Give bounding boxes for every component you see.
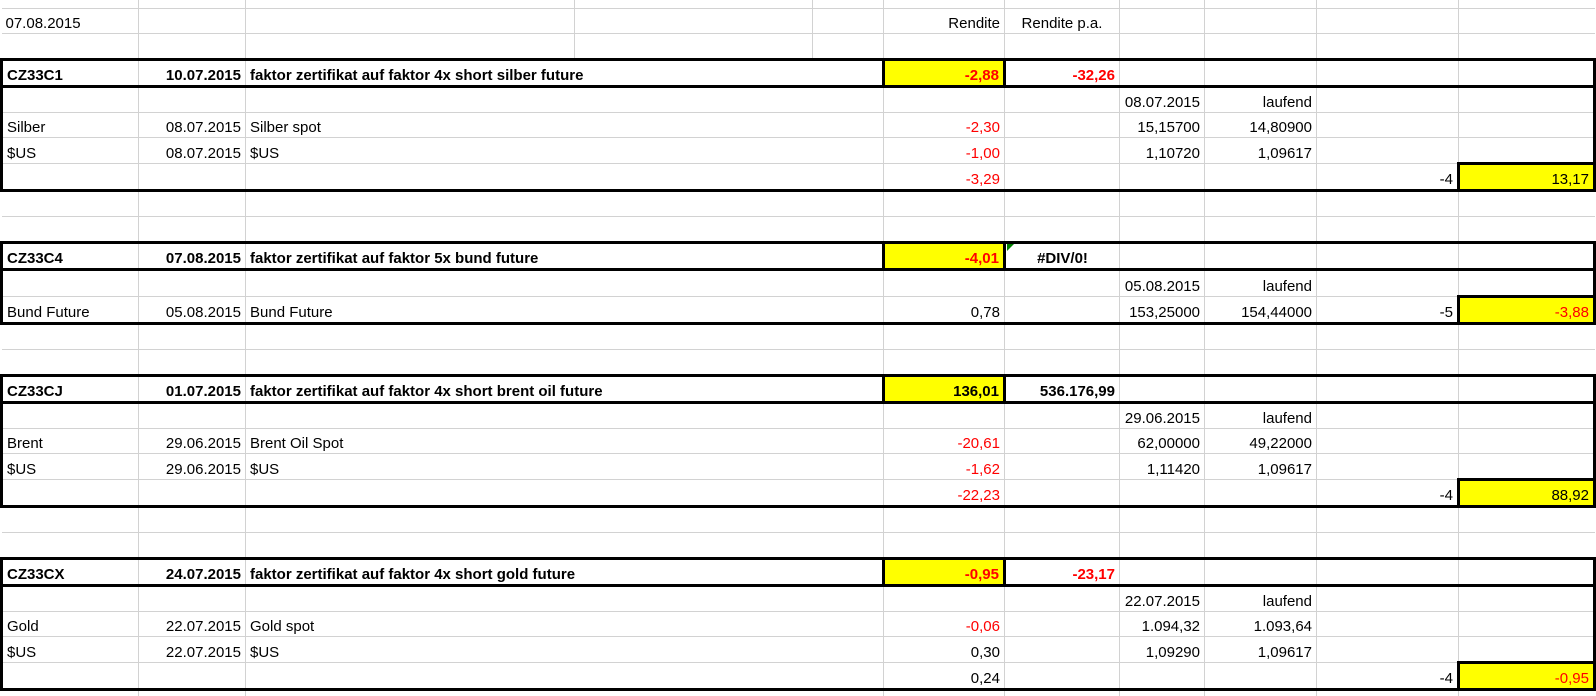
asset-start-cell[interactable]: 15,15700 — [1120, 113, 1205, 138]
cell[interactable] — [246, 663, 884, 690]
cell[interactable] — [246, 324, 884, 350]
cell[interactable] — [884, 191, 1005, 217]
asset-current-cell[interactable]: 154,44000 — [1205, 297, 1317, 324]
report-date-cell[interactable]: 07.08.2015 — [2, 9, 139, 34]
asset-start-cell[interactable]: 1,11420 — [1120, 454, 1205, 480]
cell[interactable] — [246, 586, 884, 612]
cell[interactable] — [1459, 507, 1595, 533]
asset-date-cell[interactable]: 08.07.2015 — [139, 113, 246, 138]
error-indicator-icon — [1007, 244, 1014, 251]
cell[interactable] — [1317, 403, 1459, 429]
asset-label-cell[interactable]: $US — [2, 454, 139, 480]
factor-cell[interactable]: -4 — [1317, 164, 1459, 191]
cell[interactable] — [2, 0, 139, 9]
cell[interactable] — [1205, 34, 1317, 60]
cell[interactable] — [575, 9, 813, 34]
cell[interactable] — [1317, 191, 1459, 217]
cert-date-cell[interactable]: 07.08.2015 — [139, 243, 246, 270]
asset-date-cell[interactable]: 08.07.2015 — [139, 138, 246, 164]
cell[interactable] — [1120, 324, 1205, 350]
cell[interactable] — [246, 270, 884, 297]
cell[interactable] — [1205, 559, 1317, 586]
cert-title-cell[interactable]: faktor zertifikat auf faktor 5x bund future — [246, 243, 884, 270]
cell[interactable] — [1317, 690, 1459, 696]
cell[interactable] — [1005, 454, 1120, 480]
cell[interactable] — [1317, 243, 1459, 270]
rendite-value-cell[interactable]: -2,88 — [884, 60, 1005, 87]
cell[interactable] — [2, 663, 139, 690]
sum-cell[interactable]: -22,23 — [884, 480, 1005, 507]
cell[interactable] — [1205, 243, 1317, 270]
cell[interactable] — [884, 533, 1005, 559]
rendite-pa-value-cell[interactable]: 536.176,99 — [1005, 376, 1120, 403]
cell[interactable] — [2, 586, 139, 612]
cell[interactable] — [1459, 217, 1595, 243]
error-value: #DIV/0! — [1037, 250, 1088, 267]
cell[interactable] — [1459, 533, 1595, 559]
cell[interactable] — [884, 324, 1005, 350]
cell[interactable] — [1205, 164, 1317, 191]
cell[interactable] — [1120, 164, 1205, 191]
rendite-pa-header-cell[interactable]: Rendite p.a. — [1005, 9, 1120, 34]
result-cell[interactable]: 13,17 — [1459, 164, 1595, 191]
cell[interactable] — [139, 350, 246, 376]
cell[interactable] — [884, 403, 1005, 429]
cell[interactable] — [1317, 34, 1459, 60]
ref-date-cell[interactable]: 05.08.2015 — [1120, 270, 1205, 297]
cell[interactable] — [139, 0, 246, 9]
cell[interactable] — [1120, 243, 1205, 270]
cell[interactable] — [1205, 350, 1317, 376]
cell[interactable] — [139, 324, 246, 350]
cell[interactable] — [1005, 297, 1120, 324]
cell[interactable] — [1317, 270, 1459, 297]
cell[interactable] — [884, 34, 1005, 60]
asset-date-cell[interactable]: 29.06.2015 — [139, 454, 246, 480]
cell[interactable] — [139, 533, 246, 559]
asset-current-cell[interactable]: 1,09617 — [1205, 138, 1317, 164]
cell[interactable] — [884, 87, 1005, 113]
cell[interactable] — [1317, 454, 1459, 480]
cell[interactable] — [1317, 507, 1459, 533]
cell[interactable] — [884, 0, 1005, 9]
cell[interactable] — [1005, 324, 1120, 350]
cell[interactable] — [1459, 586, 1595, 612]
sum-cell[interactable]: -3,29 — [884, 164, 1005, 191]
asset-label-cell[interactable]: Brent — [2, 429, 139, 454]
asset-change-cell[interactable]: 0,30 — [884, 637, 1005, 663]
cell[interactable] — [884, 586, 1005, 612]
laufend-header-cell[interactable]: laufend — [1205, 270, 1317, 297]
cell[interactable] — [575, 34, 813, 60]
asset-desc-cell[interactable]: Gold spot — [246, 612, 884, 637]
cell[interactable] — [1005, 533, 1120, 559]
cell[interactable] — [1005, 164, 1120, 191]
cell[interactable] — [1205, 191, 1317, 217]
cell[interactable] — [2, 34, 139, 60]
cell[interactable] — [246, 34, 575, 60]
cell[interactable] — [1005, 350, 1120, 376]
cell[interactable] — [2, 480, 139, 507]
cell[interactable] — [246, 9, 575, 34]
cell[interactable] — [1459, 429, 1595, 454]
asset-current-cell[interactable]: 1.093,64 — [1205, 612, 1317, 637]
cell[interactable] — [1005, 480, 1120, 507]
cell[interactable] — [139, 87, 246, 113]
asset-current-cell[interactable]: 49,22000 — [1205, 429, 1317, 454]
cell[interactable] — [139, 270, 246, 297]
cell[interactable] — [2, 690, 139, 696]
cell[interactable] — [884, 690, 1005, 696]
ref-date-cell[interactable]: 22.07.2015 — [1120, 586, 1205, 612]
asset-change-cell[interactable]: -0,06 — [884, 612, 1005, 637]
ref-date-cell[interactable]: 08.07.2015 — [1120, 87, 1205, 113]
asset-start-cell[interactable]: 1.094,32 — [1120, 612, 1205, 637]
cell[interactable] — [1005, 87, 1120, 113]
cell[interactable] — [1459, 60, 1595, 87]
asset-date-cell[interactable]: 05.08.2015 — [139, 297, 246, 324]
cell[interactable] — [1205, 663, 1317, 690]
cell[interactable] — [1205, 9, 1317, 34]
cell[interactable] — [1205, 533, 1317, 559]
cert-title-cell[interactable]: faktor zertifikat auf faktor 4x short brent oil future — [246, 376, 884, 403]
cell[interactable] — [246, 217, 884, 243]
asset-label-cell[interactable]: Gold — [2, 612, 139, 637]
cell[interactable] — [139, 663, 246, 690]
cell[interactable] — [246, 507, 884, 533]
cell[interactable] — [1459, 138, 1595, 164]
cert-date-cell[interactable]: 24.07.2015 — [139, 559, 246, 586]
cell[interactable] — [1005, 429, 1120, 454]
cell[interactable] — [1459, 243, 1595, 270]
cell[interactable] — [575, 0, 813, 9]
cell[interactable] — [1120, 350, 1205, 376]
laufend-header-cell[interactable]: laufend — [1205, 87, 1317, 113]
cell[interactable] — [1120, 663, 1205, 690]
cell[interactable] — [246, 350, 884, 376]
asset-change-cell[interactable]: -1,62 — [884, 454, 1005, 480]
cert-code-cell[interactable]: CZ33C1 — [2, 60, 139, 87]
asset-label-cell[interactable]: Bund Future — [2, 297, 139, 324]
cell[interactable] — [1317, 559, 1459, 586]
factor-cell[interactable]: -4 — [1317, 663, 1459, 690]
cell[interactable] — [1120, 559, 1205, 586]
cell[interactable] — [1317, 113, 1459, 138]
cell[interactable] — [246, 533, 884, 559]
cell[interactable] — [813, 0, 884, 9]
cell[interactable] — [1005, 0, 1120, 9]
cell[interactable] — [1317, 138, 1459, 164]
cell[interactable] — [813, 34, 884, 60]
result-cell[interactable]: -3,88 — [1459, 297, 1595, 324]
asset-label-cell[interactable]: $US — [2, 637, 139, 663]
cell[interactable] — [1459, 454, 1595, 480]
asset-start-cell[interactable]: 62,00000 — [1120, 429, 1205, 454]
cell[interactable] — [884, 507, 1005, 533]
cell[interactable] — [1317, 350, 1459, 376]
rendite-header-cell[interactable]: Rendite — [884, 9, 1005, 34]
cell[interactable] — [246, 690, 884, 696]
cell[interactable] — [1120, 191, 1205, 217]
cell[interactable] — [1459, 87, 1595, 113]
cell[interactable] — [139, 403, 246, 429]
cell[interactable] — [1205, 217, 1317, 243]
cell[interactable] — [2, 324, 139, 350]
cert-date-cell[interactable]: 10.07.2015 — [139, 60, 246, 87]
cell[interactable] — [1459, 350, 1595, 376]
cert-code-cell[interactable]: CZ33C4 — [2, 243, 139, 270]
cell[interactable] — [1205, 690, 1317, 696]
cell[interactable] — [1005, 663, 1120, 690]
cell[interactable] — [1317, 586, 1459, 612]
asset-date-cell[interactable]: 22.07.2015 — [139, 612, 246, 637]
asset-current-cell[interactable]: 14,80900 — [1205, 113, 1317, 138]
cell[interactable] — [1459, 270, 1595, 297]
cell[interactable] — [1120, 376, 1205, 403]
cell[interactable] — [1317, 429, 1459, 454]
cell[interactable] — [139, 217, 246, 243]
asset-desc-cell[interactable]: $US — [246, 138, 884, 164]
cell[interactable] — [1120, 690, 1205, 696]
cell[interactable] — [1317, 376, 1459, 403]
cell[interactable] — [1120, 0, 1205, 9]
cell[interactable] — [2, 87, 139, 113]
rendite-pa-value-cell[interactable]: -23,17 — [1005, 559, 1120, 586]
cell[interactable] — [1459, 34, 1595, 60]
cell[interactable] — [1120, 217, 1205, 243]
cell[interactable] — [1317, 612, 1459, 637]
asset-current-cell[interactable]: 1,09617 — [1205, 637, 1317, 663]
laufend-header-cell[interactable]: laufend — [1205, 403, 1317, 429]
rendite-value-cell[interactable]: -0,95 — [884, 559, 1005, 586]
asset-date-cell[interactable]: 22.07.2015 — [139, 637, 246, 663]
cell[interactable] — [1317, 533, 1459, 559]
cell[interactable] — [1459, 637, 1595, 663]
ref-date-cell[interactable]: 29.06.2015 — [1120, 403, 1205, 429]
cell[interactable] — [1205, 376, 1317, 403]
cell[interactable] — [1459, 9, 1595, 34]
cell[interactable] — [139, 586, 246, 612]
cell[interactable] — [1005, 138, 1120, 164]
laufend-header-cell[interactable]: laufend — [1205, 586, 1317, 612]
rendite-value-cell[interactable]: -4,01 — [884, 243, 1005, 270]
cell[interactable] — [1120, 34, 1205, 60]
cell[interactable] — [1459, 690, 1595, 696]
asset-change-cell[interactable]: -2,30 — [884, 113, 1005, 138]
cell[interactable] — [1005, 34, 1120, 60]
cell[interactable] — [1205, 324, 1317, 350]
cell[interactable] — [139, 191, 246, 217]
cell[interactable] — [1005, 507, 1120, 533]
cell[interactable] — [246, 403, 884, 429]
cell[interactable] — [1459, 0, 1595, 9]
rendite-pa-value-cell[interactable]: -32,26 — [1005, 60, 1120, 87]
sum-cell[interactable]: 0,24 — [884, 663, 1005, 690]
cell[interactable] — [1005, 403, 1120, 429]
asset-label-cell[interactable]: $US — [2, 138, 139, 164]
cell[interactable] — [1205, 480, 1317, 507]
cell[interactable] — [1459, 191, 1595, 217]
cell[interactable] — [1317, 637, 1459, 663]
cell[interactable] — [1120, 9, 1205, 34]
cert-date-cell[interactable]: 01.07.2015 — [139, 376, 246, 403]
cell[interactable] — [1005, 586, 1120, 612]
cell[interactable] — [139, 480, 246, 507]
cell[interactable] — [246, 0, 575, 9]
cell[interactable] — [246, 480, 884, 507]
rendite-pa-error-cell[interactable] — [1005, 243, 1120, 270]
cell[interactable] — [2, 533, 139, 559]
cell[interactable] — [1005, 113, 1120, 138]
asset-desc-cell[interactable]: $US — [246, 637, 884, 663]
factor-cell[interactable]: -5 — [1317, 297, 1459, 324]
result-cell[interactable]: 88,92 — [1459, 480, 1595, 507]
cell[interactable] — [1317, 324, 1459, 350]
asset-desc-cell[interactable]: Silber spot — [246, 113, 884, 138]
asset-desc-cell[interactable]: $US — [246, 454, 884, 480]
cell[interactable] — [1459, 403, 1595, 429]
cell[interactable] — [139, 507, 246, 533]
asset-date-cell[interactable]: 29.06.2015 — [139, 429, 246, 454]
cell[interactable] — [139, 164, 246, 191]
asset-change-cell[interactable]: -20,61 — [884, 429, 1005, 454]
cell[interactable] — [1005, 637, 1120, 663]
result-cell[interactable]: -0,95 — [1459, 663, 1595, 690]
cell[interactable] — [1459, 612, 1595, 637]
cell[interactable] — [2, 191, 139, 217]
cell[interactable] — [246, 164, 884, 191]
factor-cell[interactable]: -4 — [1317, 480, 1459, 507]
cell[interactable] — [1317, 60, 1459, 87]
cell[interactable] — [884, 217, 1005, 243]
cert-title-cell[interactable]: faktor zertifikat auf faktor 4x short silber future — [246, 60, 884, 87]
cell[interactable] — [1459, 324, 1595, 350]
cell[interactable] — [246, 191, 884, 217]
cell[interactable] — [1120, 533, 1205, 559]
cell[interactable] — [1120, 507, 1205, 533]
cell[interactable] — [1120, 60, 1205, 87]
asset-change-cell[interactable]: 0,78 — [884, 297, 1005, 324]
cell[interactable] — [139, 690, 246, 696]
cell[interactable] — [2, 403, 139, 429]
cell[interactable] — [1317, 87, 1459, 113]
cell[interactable] — [1005, 612, 1120, 637]
cell[interactable] — [1459, 559, 1595, 586]
asset-label-cell[interactable]: Silber — [2, 113, 139, 138]
cell[interactable] — [1205, 60, 1317, 87]
cell[interactable] — [1005, 191, 1120, 217]
cell[interactable] — [2, 270, 139, 297]
asset-start-cell[interactable]: 1,10720 — [1120, 138, 1205, 164]
cert-code-cell[interactable]: CZ33CX — [2, 559, 139, 586]
asset-start-cell[interactable]: 153,25000 — [1120, 297, 1205, 324]
cell[interactable] — [246, 87, 884, 113]
asset-desc-cell[interactable]: Brent Oil Spot — [246, 429, 884, 454]
cell[interactable] — [884, 350, 1005, 376]
cell[interactable] — [1205, 507, 1317, 533]
cell[interactable] — [139, 34, 246, 60]
cell[interactable] — [2, 507, 139, 533]
cell[interactable] — [884, 270, 1005, 297]
cell[interactable] — [2, 350, 139, 376]
cell[interactable] — [2, 217, 139, 243]
cell[interactable] — [1005, 217, 1120, 243]
asset-desc-cell[interactable]: Bund Future — [246, 297, 884, 324]
cell[interactable] — [1317, 9, 1459, 34]
cell[interactable] — [2, 164, 139, 191]
cell[interactable] — [1317, 0, 1459, 9]
cert-title-cell[interactable]: faktor zertifikat auf faktor 4x short gold future — [246, 559, 884, 586]
cell[interactable] — [1005, 690, 1120, 696]
cell[interactable] — [1459, 113, 1595, 138]
asset-change-cell[interactable]: -1,00 — [884, 138, 1005, 164]
rendite-value-cell[interactable]: 136,01 — [884, 376, 1005, 403]
cell[interactable] — [1459, 376, 1595, 403]
cell[interactable] — [1205, 0, 1317, 9]
cell[interactable] — [139, 9, 246, 34]
asset-start-cell[interactable]: 1,09290 — [1120, 637, 1205, 663]
cert-code-cell[interactable]: CZ33CJ — [2, 376, 139, 403]
asset-current-cell[interactable]: 1,09617 — [1205, 454, 1317, 480]
cell[interactable] — [1120, 480, 1205, 507]
cell[interactable] — [813, 9, 884, 34]
cell[interactable] — [1317, 217, 1459, 243]
cell[interactable] — [1005, 270, 1120, 297]
